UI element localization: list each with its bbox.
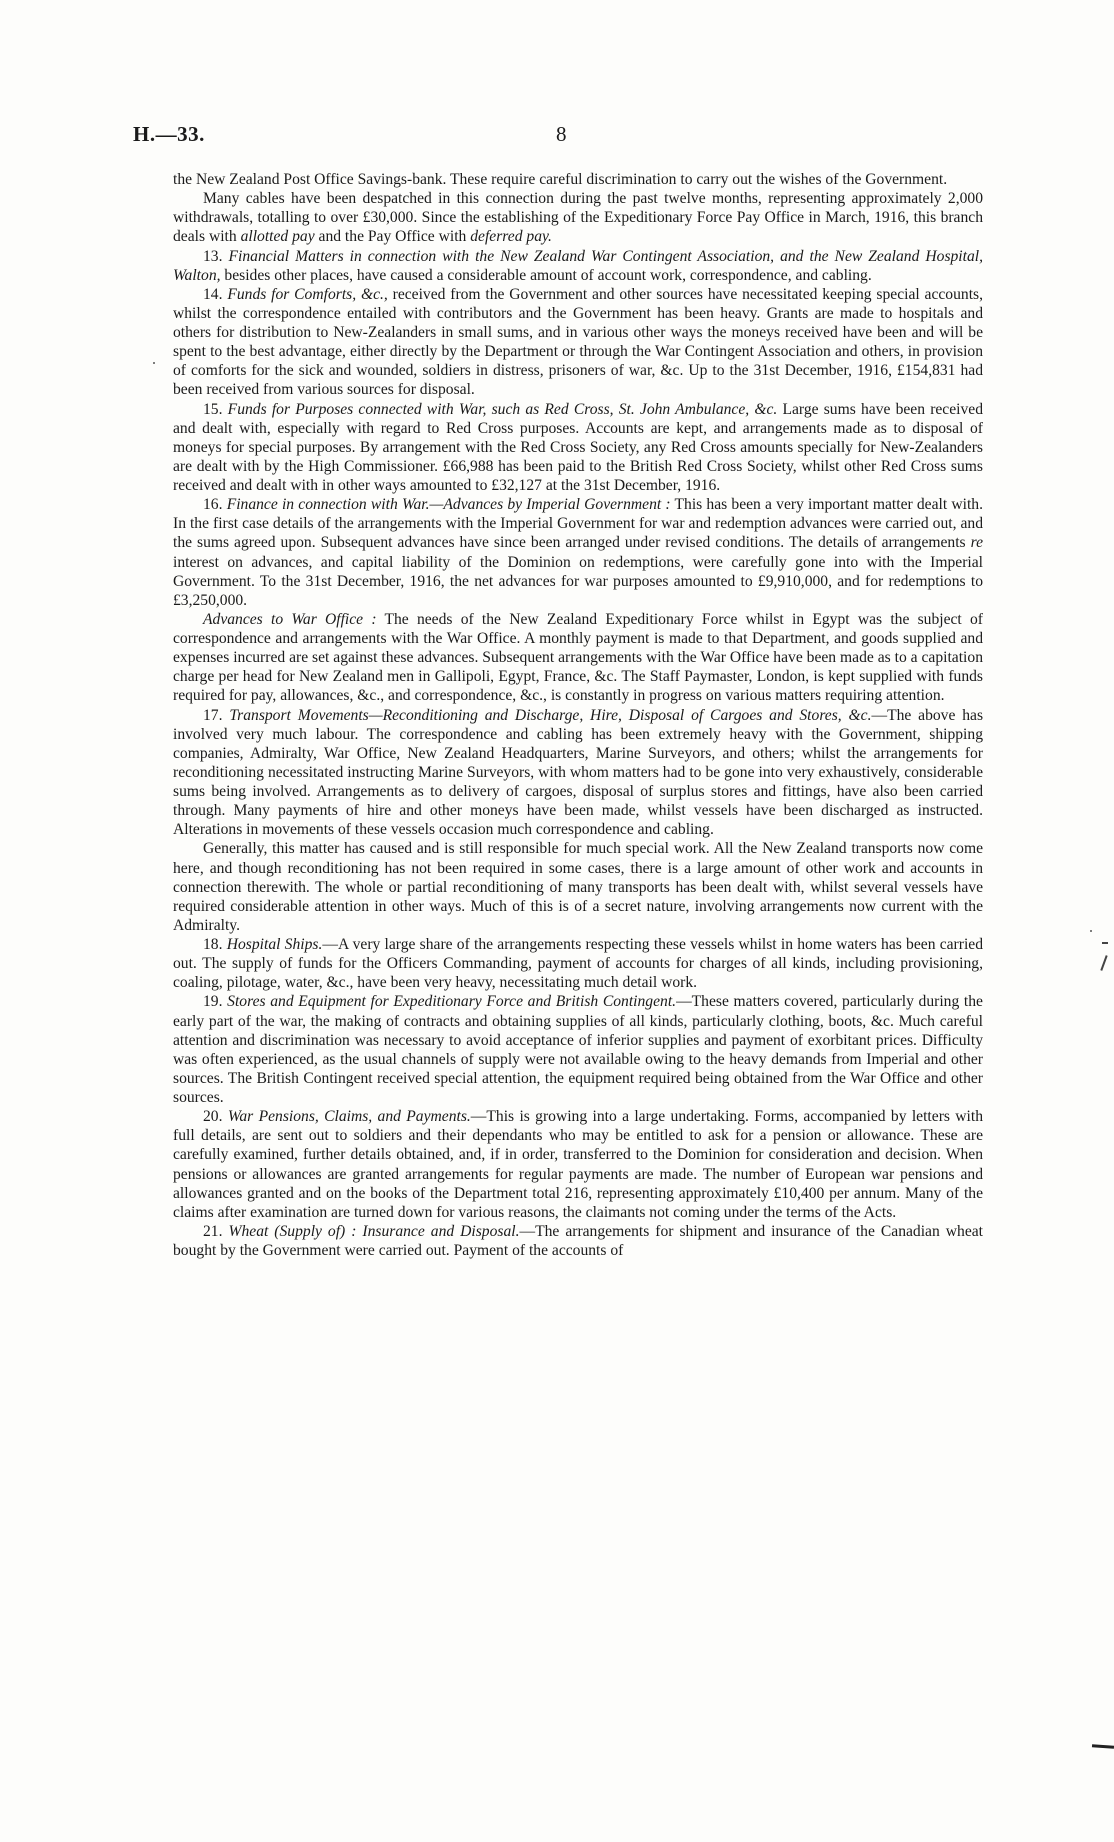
paragraph [173, 285, 983, 400]
paragraph [173, 400, 983, 496]
paragraph [173, 706, 983, 840]
italic-text: Stores and Equipment for Expeditionary Force and British Contingent. [227, 993, 677, 1011]
text-run: 13. [203, 247, 229, 265]
paragraph [173, 170, 983, 189]
italic-text: War Pensions, Claims, and Payments. [227, 1108, 471, 1126]
italic-text: re [970, 534, 983, 552]
text-run: 18. [203, 936, 227, 953]
italic-text: Advances to War Office : [203, 610, 377, 628]
paragraph [173, 992, 983, 1107]
text-run: the New Zealand Post Office Savings-bank. These require careful discrimination to carry out the wishes of the Government. [173, 171, 948, 188]
paragraph [173, 1222, 983, 1260]
italic-text: Financial Matters in connection with the New Zealand War Contingent Association, and the New Zealand Hospital, Walton, [173, 247, 983, 284]
paragraph [173, 189, 983, 246]
text-run: Generally, this matter has caused and is still responsible for much special work. All the New Zealand transports now come here, and though reconditioning has not been required in some cases, there is a large amount of other work and accounts in connection therewith. The whole or partial reconditioning of many transports has been dealt with, whilst several vessels have required considerable attention in other ways. Much of this is of a secret nature, involving arrangements now current with the Admiralty. [173, 840, 983, 934]
italic-text: Wheat (Supply of) : Insurance and Disposal. [228, 1222, 520, 1240]
text-run: Many cables have been despatched in this connection during the past twelve months, representing approximately 2,000 withdrawals, totalling to over £30,000. Since the establishing of the Expeditionary Force Pay Office in March, 1916, this branch deals with [173, 190, 983, 246]
paragraph [173, 1107, 983, 1222]
text-run: —These matters covered, particularly during the early part of the war, the making of contracts and obtaining supplies of all kinds, particularly clothing, boots, &c. Much careful attention and discrimination was necessary to avoid acceptance of inferior supplies and payment of exorbitant prices. Difficulty was often experienced, as the usual channels of supply were not available owing to the heavy demands from Imperial and other sources. The British Contingent received special attention, the equipment required being obtained from the War Office and other sources. [173, 993, 983, 1106]
text-run: —The arrangements for shipment and insurance of the Canadian wheat bought by the Government were carried out. Payment of the accounts of [173, 1222, 983, 1259]
text-run: —This is growing into a large undertaking. Forms, accompanied by letters with full details, are sent out to soldiers and their dependants who may be entitled to ask for a pension or allowance. These are carefully examined, further details obtained, and, if in order, transferred to the Dominion for consideration and decision. When pensions or allowances are granted arrangements for regular payments are made. The number of European war pensions and allowances granted and on the books of the Department total 216, representing approximately £10,400 per annum. Many of the claims after examination are turned down for various reasons, the claimants not coming under the terms of the Acts. [173, 1108, 984, 1221]
italic-text: deferred pay. [470, 228, 552, 246]
text-run: The needs of the New Zealand Expeditionary Force whilst in Egypt was the subject of correspondence and arrangements with the War Office. A monthly payment is made to that Department, and goods supplied and expenses incurred are set against these advances. Subsequent arrangements with the War Office have been made as to a capitation charge per head for New Zealand men in Gallipoli, Egypt, France, &c. The Staff Paymaster, London, is kept supplied with funds required for pay, allowances, &c., and correspondence, &c., is constantly in progress on various matters requiring attention. [173, 610, 983, 705]
margin-mark [1102, 942, 1108, 944]
margin-speck [1090, 930, 1092, 932]
italic-text: Finance in connection with War.—Advances by Imperial Government : [226, 496, 671, 514]
text-run: —The above has involved very much labour. The correspondence and cabling has been extremely heavy with the Government, shipping companies, Admiralty, War Office, New Zealand Headquarters, Marine Surveyors, and others; whilst the arrangements for reconditioning necessitated instructing Marine Surveyors, with whom matters had to be gone into very exhaustively, considerable sums being involved. Arrangements as to delivery of cargoes, disposal of surplus stores and fittings, have also been carried through. Many payments of hire and other moneys have been made, whilst vessels have been discharged as instructed. Alterations in movements of these vessels occasion much correspondence and cabling. [173, 706, 984, 839]
page-number: 8 [556, 122, 567, 146]
italic-text: Funds for Purposes connected with War, such as Red Cross, St. John Ambulance, &c. [227, 400, 778, 418]
italic-text: Hospital Ships. [226, 936, 323, 953]
margin-mark [1100, 955, 1107, 971]
text-run: 17. [203, 706, 230, 724]
text-run: 14. [203, 285, 228, 303]
italic-text: Transport Movements—Reconditioning and Discharge, Hire, Disposal of Cargoes and Stores, &c. [229, 706, 872, 724]
paragraph [173, 839, 983, 935]
text-run: Large sums have been received and dealt with, especially with regard to Red Cross purposes. Accounts are kept, and arrangements made as to disposal of moneys for special purposes. By arrangement with the Red Cross Society, any Red Cross amounts specially for New-Zealanders are dealt with by the High Commissioner. £66,988 has been paid to the British Red Cross Society, whilst other Red Cross sums received and dealt with in other ways amounted to £32,127 at the 31st December, 1916. [173, 400, 984, 494]
page-header [133, 122, 993, 154]
margin-speck [153, 362, 155, 364]
text-run: This has been a very important matter dealt with. In the first case details of the arrangements with the Imperial Government for war and redemption advances were carried out, and the sums agreed upon. Subsequent advances have since been arranged under revised conditions. The details of arrangements [173, 496, 983, 552]
text-run: 19. [203, 993, 228, 1011]
margin-mark [1092, 1744, 1114, 1749]
italic-text: Funds for Comforts, &c., [227, 285, 388, 303]
paragraph [173, 247, 983, 285]
text-run: interest on advances, and capital liability of the Dominion on redemptions, were carefully gone into with the Imperial Government. To the 31st December, 1916, the net advances for war purposes amounted to £9,910,000, and for redemptions to £3,250,000. [173, 553, 983, 609]
text-run: received from the Government and other sources have necessitated keeping special accounts, whilst the correspondence entailed with contributors and the Government has been heavy. Grants are made to hospitals and others for distribution to New-Zealanders in small sums, and in various other ways the moneys received have been and will be spent to the best advantage, either directly by the Department or through the War Contingent Association and others, in provision of comforts for the sick and wounded, soldiers in distress, prisoners of war, &c. Up to the 31st December, 1916, £154,831 had been received from various sources for disposal. [173, 285, 984, 399]
paragraph [173, 610, 983, 706]
text-run: 20. [203, 1108, 228, 1126]
text-run: 16. [203, 496, 227, 514]
paragraph [173, 935, 983, 992]
document-id: H.—33. [133, 122, 205, 146]
text-run: and the Pay Office with [314, 228, 471, 246]
body-text [173, 170, 983, 1260]
text-run: —A very large share of the arrangements respecting these vessels whilst in home waters has been carried out. The supply of funds for the Officers Commanding, payment of accounts for charges of all kinds, including provisioning, coaling, pilotage, water, &c., have been very heavy, necessitating much detail work. [173, 936, 983, 992]
italic-text: allotted pay [240, 228, 315, 246]
text-run: 21. [203, 1222, 229, 1240]
paragraph [173, 495, 983, 610]
text-run: 15. [203, 400, 228, 418]
text-run: besides other places, have caused a considerable amount of account work, correspondence, and cabling. [220, 266, 872, 284]
